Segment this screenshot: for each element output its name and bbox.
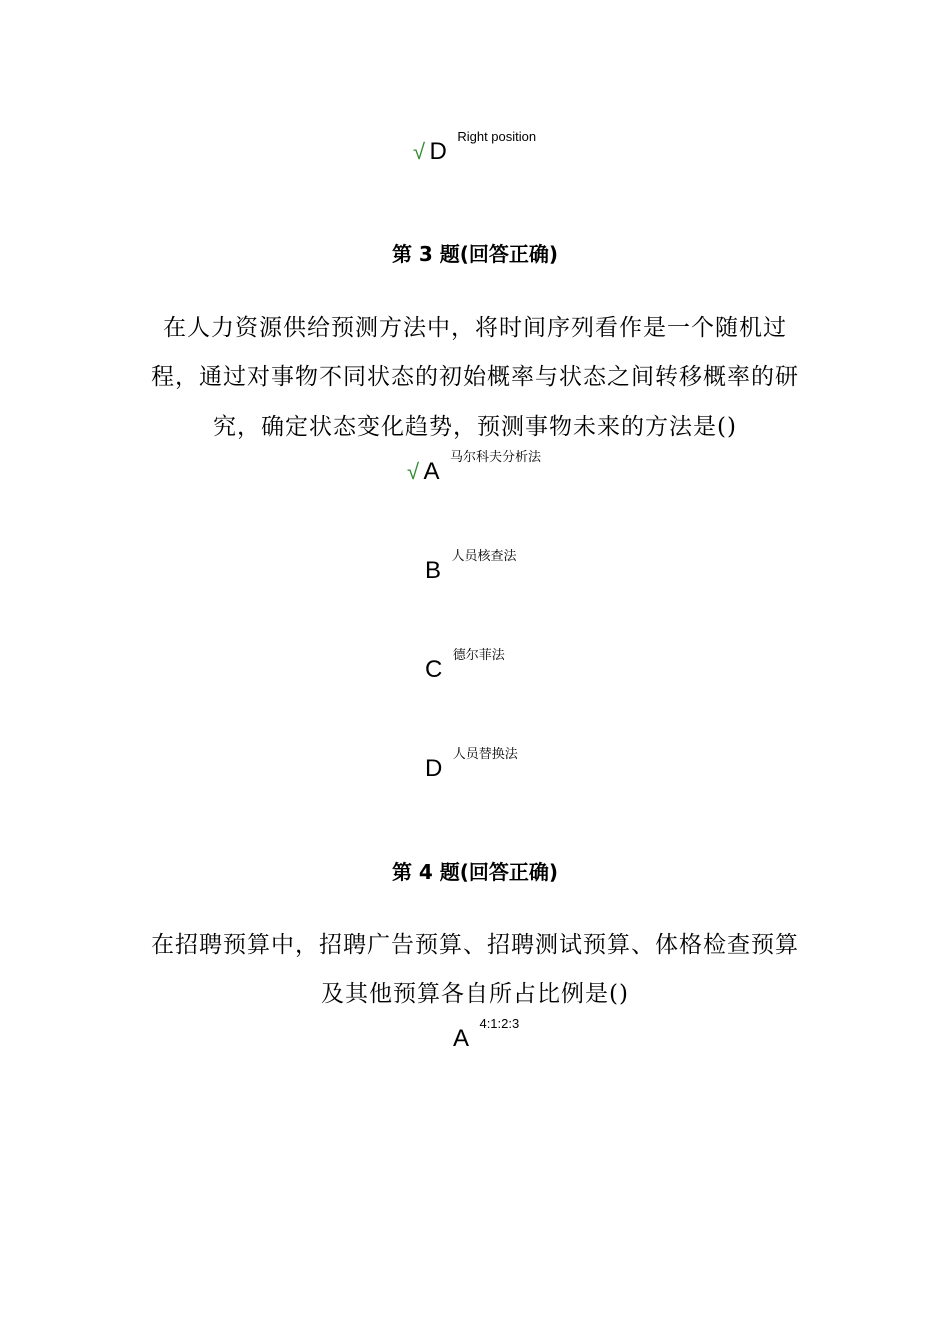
question-4-stem-line-1: 在招聘预算中，招聘广告预算、招聘测试预算、体格检查预算	[151, 932, 799, 958]
option-text: 人员替换法	[452, 746, 518, 761]
question-4-option-a	[453, 1016, 520, 1053]
question-3-option-a	[407, 449, 542, 486]
option-text: 人员核查法	[451, 548, 517, 563]
question-4-heading: 第 4 题(回答正确)	[391, 860, 559, 884]
prev-option-d	[413, 129, 537, 166]
option-letter: C	[425, 656, 443, 683]
question-4-stem-line-2: 及其他预算各自所占比例是()	[321, 981, 629, 1007]
question-3-option-d	[425, 746, 518, 783]
option-text: 马尔科夫分析法	[450, 449, 542, 464]
question-3-option-c	[425, 647, 505, 684]
question-3-stem-line-2: 程，通过对事物不同状态的初始概率与状态之间转移概率的研	[151, 364, 799, 390]
question-3-stem-line-1: 在人力资源供给预测方法中，将时间序列看作是一个随机过	[163, 315, 787, 341]
correct-check-icon: √	[407, 459, 420, 484]
correct-check-icon: √	[413, 139, 426, 164]
option-letter: A	[423, 458, 440, 485]
option-text: 德尔菲法	[452, 647, 505, 662]
question-3-stem-line-3: 究，确定状态变化趋势，预测事物未来的方法是()	[213, 414, 737, 440]
option-letter: D	[425, 755, 443, 782]
question-3-heading: 第 3 题(回答正确)	[391, 242, 559, 266]
option-letter: A	[453, 1025, 470, 1052]
option-text: Right position	[457, 129, 537, 144]
question-3-option-b	[425, 548, 517, 585]
option-letter: D	[429, 138, 447, 165]
option-text: 4:1:2:3	[479, 1016, 520, 1031]
option-letter: B	[425, 557, 442, 584]
